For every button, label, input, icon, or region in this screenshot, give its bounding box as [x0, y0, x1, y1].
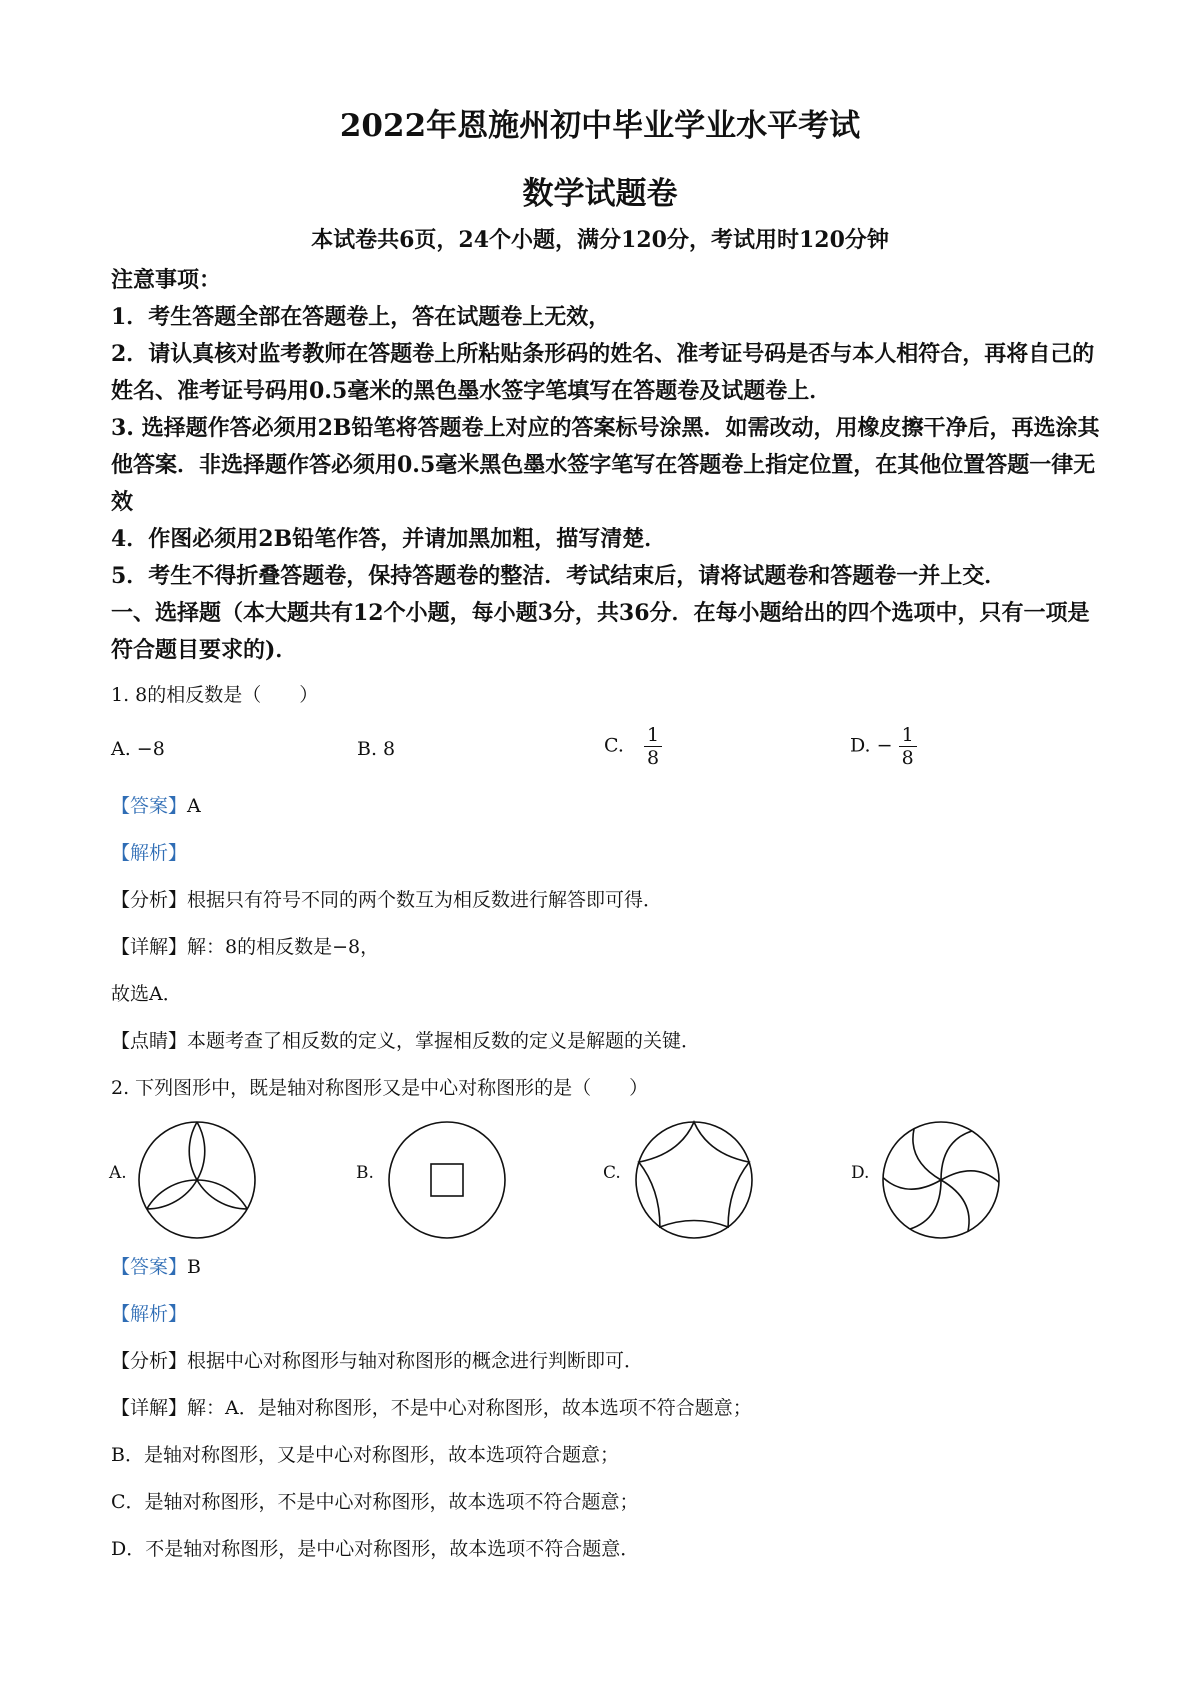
q1-options: [111, 724, 1101, 784]
q2-line-c: C．是轴对称图形，不是中心对称图形，故本选项不符合题意；: [111, 1491, 639, 1513]
fraction-denominator: 8: [646, 747, 660, 769]
q2-detail: 【详解】解：A．是轴对称图形，不是中心对称图形，故本选项不符合题意；: [111, 1397, 752, 1419]
notice-item: 5．考生不得折叠答题卷，保持答题卷的整洁．考试结束后，请将试题卷和答题卷一并上交．: [111, 563, 1007, 589]
q1-option-d-fraction: [899, 724, 917, 769]
q1-option-c: [604, 724, 662, 769]
notice-item: 4．作图必须用2B铅笔作答，并请加黑加粗，描写清楚．: [111, 526, 667, 552]
fraction-denominator: 8: [901, 747, 914, 769]
notice-item: 2．请认真核对监考教师在答题卷上所粘贴条形码的姓名、准考证号码是否与本人相符合，再将自己的姓名、准考证号码用0.5毫米的黑色墨水签字笔填写在答题卷及试题卷上．: [111, 341, 1095, 404]
q2-stem: 2. 下列图形中，既是轴对称图形又是中心对称图形的是（ ）: [111, 1077, 649, 1099]
q1-option-d: [850, 724, 917, 769]
notice-item: 1．考生答题全部在答题卷上，答在试题卷上无效，: [111, 304, 611, 330]
answer-tag: 【答案】: [111, 1256, 188, 1278]
q1-option-c-label: C.: [604, 734, 624, 757]
q1-option-d-label: D. −: [850, 734, 893, 757]
q1-option-c-fraction: [644, 724, 662, 769]
q1-answer: [111, 793, 201, 819]
exam-subtitle: 数学试题卷: [522, 176, 678, 212]
q2-answer: [111, 1254, 201, 1280]
q2-line-b: B．是轴对称图形，又是中心对称图形，故本选项符合题意；: [111, 1444, 619, 1466]
exam-info: 本试卷共6页，24个小题，满分120分，考试用时120分钟: [311, 227, 889, 253]
q2-label-d: D.: [851, 1163, 870, 1183]
circle-pentagon-icon: [633, 1119, 755, 1241]
q1-stem: 1. 8的相反数是（ ）: [111, 684, 319, 706]
answer-value: B: [187, 1256, 201, 1278]
q1-option-b: B. 8: [357, 738, 396, 760]
q2-label-c: C.: [603, 1163, 621, 1183]
three-arc-circle-icon: [136, 1119, 258, 1241]
notice-block: [111, 262, 1101, 669]
q1-analysis-tag: 【解析】: [111, 842, 188, 864]
answer-value: A: [187, 795, 201, 817]
q1-conclusion: 故选A．: [111, 983, 182, 1005]
q1-detail: 【详解】解：8的相反数是−8，: [111, 936, 380, 958]
pinwheel-circle-icon: [880, 1119, 1002, 1241]
q1-option-a: A. −8: [111, 738, 165, 760]
q2-label-b: B.: [356, 1163, 374, 1183]
section-heading: 一、选择题（本大题共有12个小题，每小题3分，共36分．在每小题给出的四个选项中，只有一项是符合题目要求的)．: [111, 600, 1090, 663]
q2-line-d: D．不是轴对称图形，是中心对称图形，故本选项不符合题意．: [111, 1538, 640, 1560]
q1-comment: 【点睛】本题考查了相反数的定义，掌握相反数的定义是解题的关键．: [111, 1030, 701, 1052]
answer-tag: 【答案】: [111, 795, 188, 817]
q1-analysis: 【分析】根据只有符号不同的两个数互为相反数进行解答即可得．: [111, 889, 663, 911]
q2-analysis-tag: 【解析】: [111, 1303, 188, 1325]
fraction-numerator: 1: [644, 724, 662, 747]
q2-analysis: 【分析】根据中心对称图形与轴对称图形的概念进行判断即可．: [111, 1350, 644, 1372]
notice-heading: 注意事项：: [111, 267, 222, 293]
fraction-numerator: 1: [899, 724, 917, 747]
q2-label-a: A.: [109, 1163, 127, 1183]
exam-title: 2022年恩施州初中毕业学业水平考试: [339, 108, 861, 144]
notice-item: 3. 选择题作答必须用2B铅笔将答题卷上对应的答案标号涂黑．如需改动，用橡皮擦干净后，再选涂其他答案．非选择题作答必须用0.5毫米黑色墨水签字笔写在答题卷上指定位置，在其他位置答题一律无效: [111, 415, 1100, 515]
circle-square-icon: [386, 1119, 508, 1241]
